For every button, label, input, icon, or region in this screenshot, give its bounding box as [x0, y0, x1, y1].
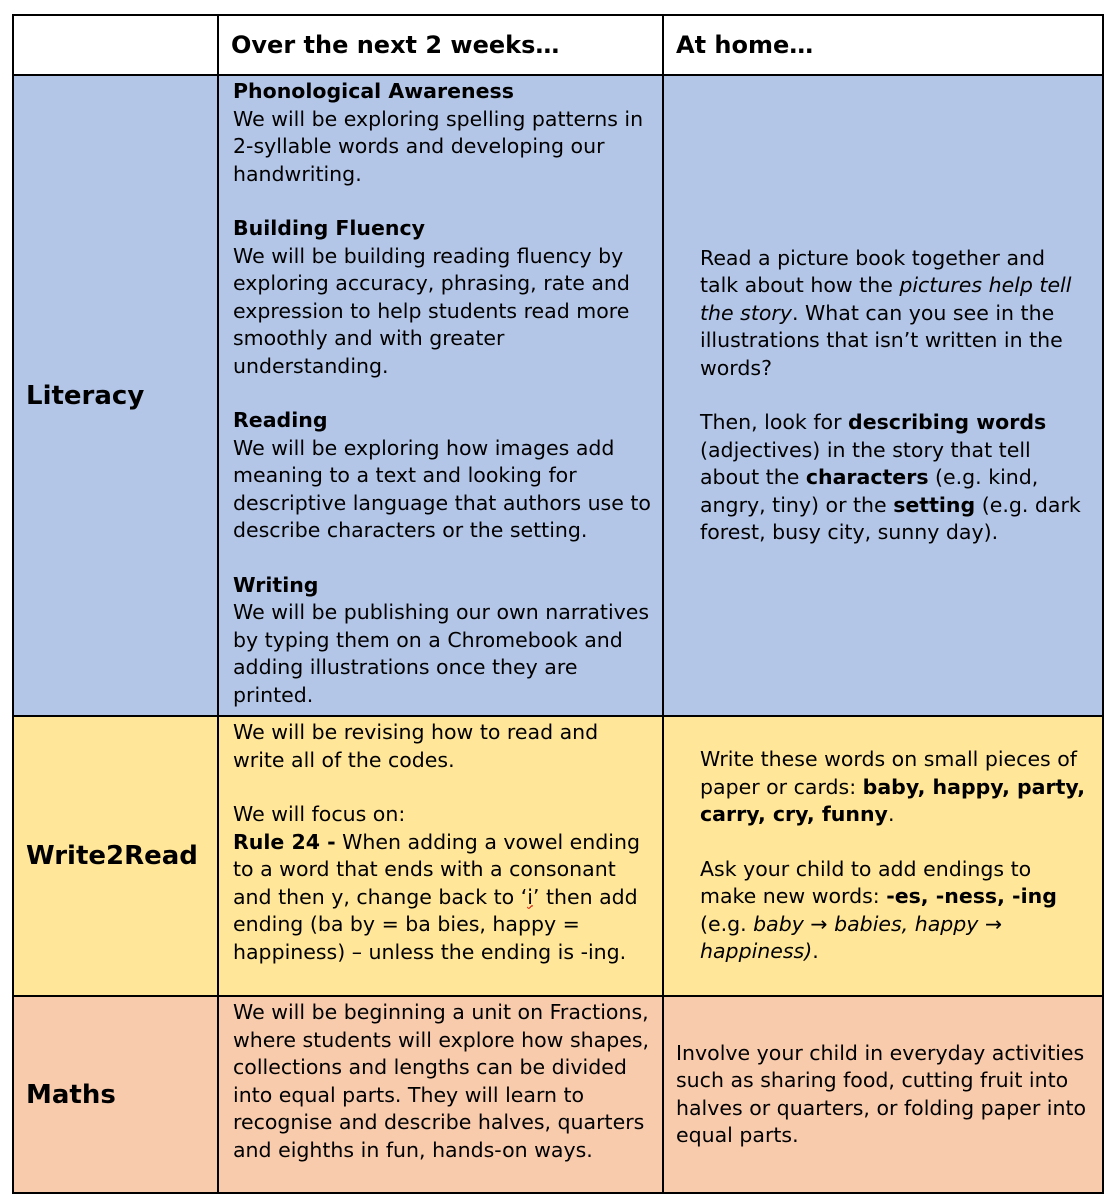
header-next-2-weeks: Over the next 2 weeks… [218, 15, 663, 75]
section-text-fluency: We will be building reading fluency by exploring accuracy, phrasing, rate and expression to help students read more smoothly and with greater understanding. [233, 243, 630, 378]
maths-row [13, 996, 1103, 1193]
section-title-reading: Reading [233, 408, 328, 432]
maths-plan-text: We will be beginning a unit on Fractions, where students will explore how shapes, collections and lengths can be divided into equal parts. They will learn to recognise and describe halves, quarters and eighths in fun, hands-on ways. [233, 1000, 650, 1162]
maths-label: Maths [13, 996, 218, 1193]
maths-home-text: Involve your child in everyday activities such as sharing food, cutting fruit into halves or quarters, or folding paper into equal parts. [676, 1040, 1087, 1147]
write2read-rule: Rule 24 - When adding a vowel ending to a word that ends with a consonant and then y, change back to ‘i’ then add ending (ba by = ba bies, happy = happiness) – unless the ending is -ing. [233, 829, 640, 964]
literacy-row [13, 75, 1103, 716]
write2read-focus: We will focus on: [233, 802, 406, 826]
write2read-home-paragraph-2: Ask your child to add endings to make new words: -es, -ness, -ing (e.g. baby → babies, happy → happiness). [700, 856, 1057, 964]
literacy-home-paragraph-1: Read a picture book together and talk about how the pictures help tell the story. What can you see in the illustrations that isn’t written in the words? [700, 245, 1072, 380]
literacy-home-cell [663, 75, 1103, 716]
write2read-row [13, 716, 1103, 996]
literacy-plan-cell [218, 75, 663, 716]
write2read-home-paragraph-1: Write these words on small pieces of paper or cards: baby, happy, party, carry, cry, funny. [700, 747, 1085, 827]
write2read-home-cell [663, 716, 1103, 996]
header-empty-cell [13, 15, 218, 75]
write2read-plan-cell [218, 716, 663, 996]
maths-plan-cell [218, 996, 663, 1193]
section-title-fluency: Building Fluency [233, 216, 426, 240]
header-row [13, 15, 1103, 75]
literacy-label: Literacy [13, 75, 218, 716]
section-text-writing: We will be publishing our own narratives by typing them on a Chromebook and adding illustrations once they are printed. [233, 600, 650, 707]
write2read-intro: We will be revising how to read and write all of the codes. [233, 720, 599, 772]
write2read-label: Write2Read [13, 716, 218, 996]
section-text-phonological: We will be exploring spelling patterns in 2-syllable words and developing our handwriting. [233, 106, 644, 186]
section-text-reading: We will be exploring how images add meaning to a text and looking for descriptive language that authors use to describe characters or the setting. [233, 435, 651, 542]
section-title-phonological: Phonological Awareness [233, 79, 514, 103]
header-at-home: At home… [663, 15, 1103, 75]
literacy-home-paragraph-2: Then, look for describing words (adjectives) in the story that tell about the characters (e.g. kind, angry, tiny) or the setting (e.g. dark forest, busy city, sunny day). [700, 410, 1081, 544]
section-title-writing: Writing [233, 572, 319, 597]
learning-plan-table [12, 14, 1104, 1194]
maths-home-cell [663, 996, 1103, 1193]
